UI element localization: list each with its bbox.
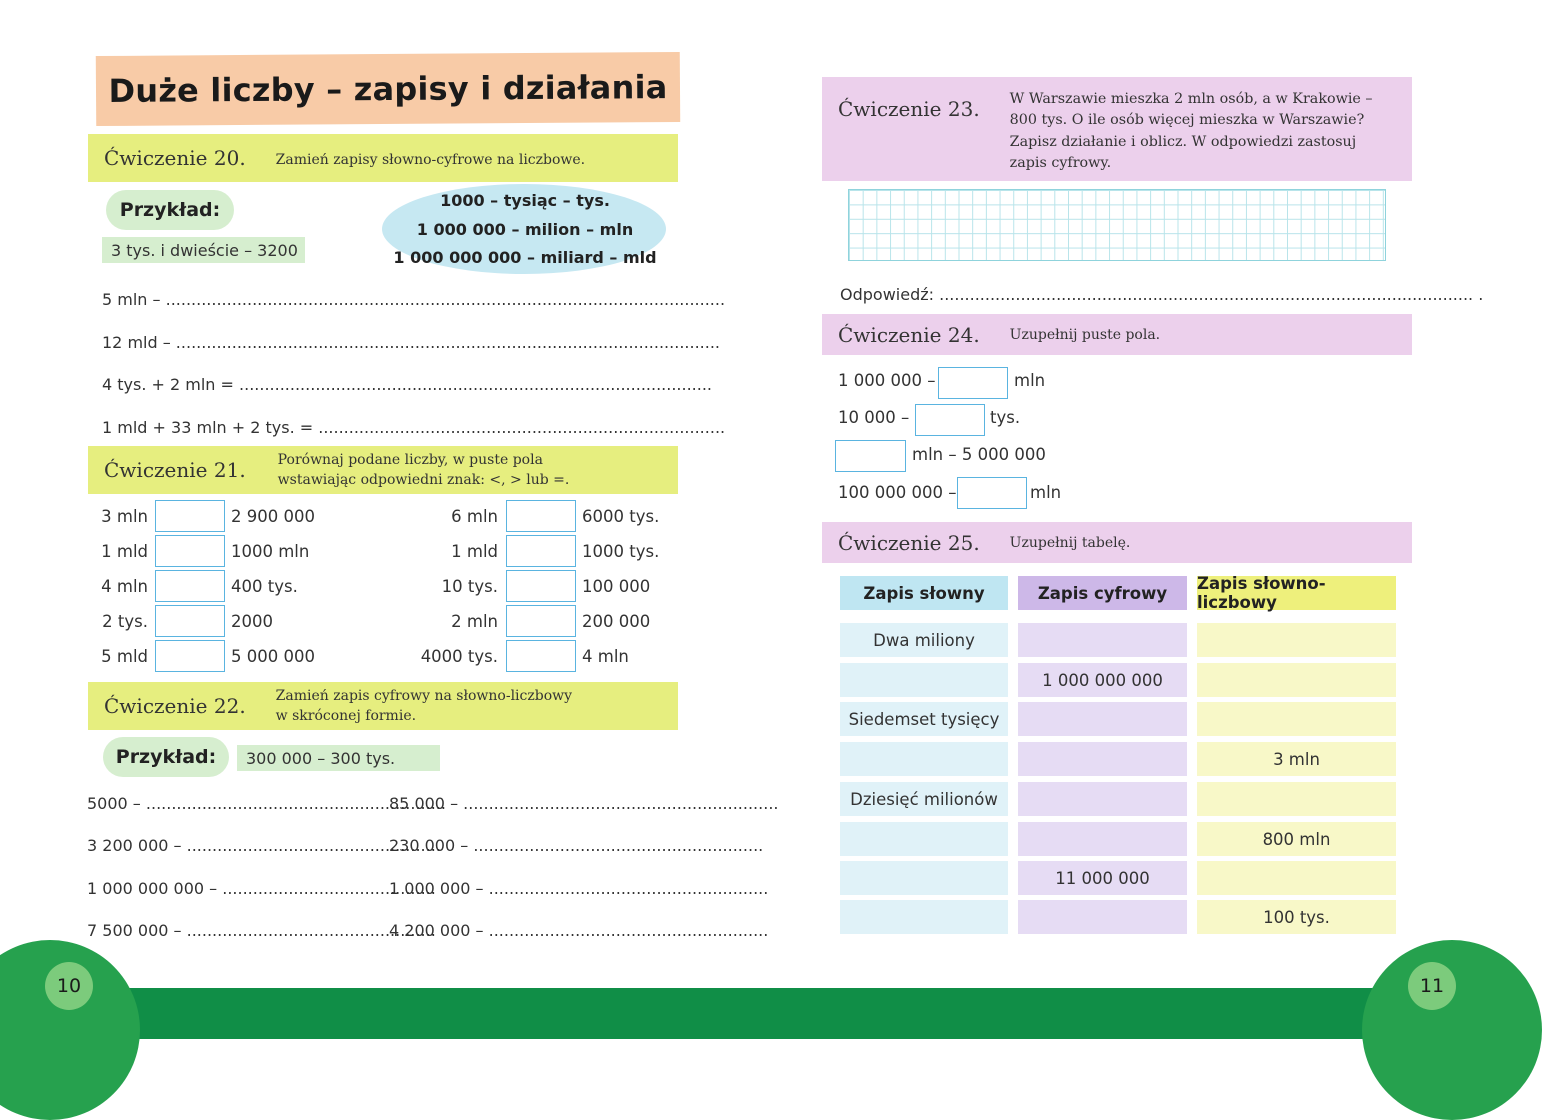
example-chip: 300 000 – 300 tys. [237, 745, 440, 771]
exercise-25-title: Ćwiczenie 25. [838, 530, 980, 555]
exercise-21-header [88, 446, 678, 494]
info-cloud-text [390, 191, 660, 267]
answer-line[interactable]: 7 500 000 – ................................................. [87, 921, 436, 940]
compare-value-b: 4 mln [582, 647, 629, 666]
exercise-20-instruction: Zamień zapisy słowno-cyfrowe na liczbowe. [275, 151, 586, 168]
compare-answer-box[interactable] [155, 500, 225, 532]
table-header-digit: Zapis cyfrowy [1018, 576, 1187, 610]
compare-answer-box[interactable] [155, 605, 225, 637]
fill-unit: mln [1014, 371, 1046, 390]
table-header-word: Zapis słowny [840, 576, 1008, 610]
compare-answer-box[interactable] [155, 640, 225, 672]
table-cell[interactable] [1197, 782, 1396, 816]
compare-value-b: 6000 tys. [582, 507, 660, 526]
table-cell[interactable] [1197, 861, 1396, 895]
compare-answer-box[interactable] [506, 605, 576, 637]
table-cell[interactable]: Siedemset tysięcy [840, 702, 1008, 736]
fill-unit: tys. [990, 408, 1021, 427]
table-cell[interactable] [1018, 822, 1187, 856]
table-cell[interactable] [840, 861, 1008, 895]
page-title-banner [96, 52, 680, 126]
answer-line[interactable]: 230 000 – ......................................................... [389, 836, 764, 855]
exercise-22-instruction: Zamień zapis cyfrowy na słowno-liczbowy w skróconej formie. [275, 687, 573, 724]
exercise-24-header [822, 314, 1412, 355]
table-cell[interactable]: 100 tys. [1197, 900, 1396, 934]
fill-answer-box[interactable] [938, 367, 1008, 399]
footer-corner-right [1362, 940, 1542, 1120]
table-cell[interactable] [840, 742, 1008, 776]
fill-answer-box[interactable] [915, 404, 985, 436]
answer-line[interactable]: 4 200 000 – ....................................................... [389, 921, 769, 940]
answer-line[interactable]: 3 200 000 – .................................................. [87, 836, 441, 855]
answer-line[interactable]: 1 mld + 33 mln + 2 tys. = ................................................................................ [102, 418, 726, 437]
exercise-25-header [822, 522, 1412, 563]
compare-value-a: 2 mln [451, 612, 498, 631]
table-cell[interactable]: 800 mln [1197, 822, 1396, 856]
exercise-25-instruction: Uzupełnij tabelę. [1009, 535, 1131, 552]
exercise-24-title: Ćwiczenie 24. [838, 322, 980, 347]
table-cell[interactable] [1018, 702, 1187, 736]
compare-value-a: 6 mln [451, 507, 498, 526]
exercise-23-header [822, 77, 1412, 181]
exercise-24-instruction: Uzupełnij puste pola. [1009, 327, 1161, 344]
page-number-left: 10 [45, 962, 93, 1010]
page-number-right: 11 [1408, 962, 1456, 1010]
answer-line[interactable]: 1 000 000 000 – .......................................... [87, 879, 436, 898]
answer-line[interactable]: 5 mln – .............................................................................................................. [102, 290, 726, 309]
exercise-20-title: Ćwiczenie 20. [104, 146, 246, 170]
table-cell[interactable]: Dwa miliony [840, 623, 1008, 657]
answer-line[interactable]: Odpowiedź: ......................................................................................................... . [840, 285, 1484, 304]
info-line: 1 000 000 – milion – mln [416, 219, 634, 239]
example-chip: 3 tys. i dwieście – 3200 [102, 237, 305, 263]
answer-line[interactable]: 1 000 000 – ....................................................... [389, 879, 769, 898]
answer-line[interactable]: 12 mld – ........................................................................................................... [102, 333, 720, 352]
answer-line[interactable]: 85 000 – .............................................................. [389, 794, 779, 813]
compare-answer-box[interactable] [155, 535, 225, 567]
exercise-22-title: Ćwiczenie 22. [104, 694, 246, 718]
compare-value-b: 200 000 [582, 612, 651, 631]
page-title: Duże liczby – zapisy i działania [108, 68, 668, 110]
compare-value-b: 100 000 [582, 577, 651, 596]
compare-value-a: 1 mld [101, 542, 148, 561]
compare-answer-box[interactable] [506, 570, 576, 602]
compare-value-b: 400 tys. [231, 577, 298, 596]
table-cell[interactable] [1018, 623, 1187, 657]
compare-value-b: 2000 [231, 612, 273, 631]
table-cell[interactable] [1197, 702, 1396, 736]
answer-line[interactable]: 5000 – ........................................................... [87, 794, 446, 813]
footer-bar [0, 988, 1500, 1039]
compare-value-a: 1 mld [451, 542, 498, 561]
table-cell[interactable] [840, 663, 1008, 697]
table-cell[interactable]: 11 000 000 [1018, 861, 1187, 895]
fill-answer-box[interactable] [957, 477, 1027, 509]
compare-answer-box[interactable] [506, 500, 576, 532]
compare-value-b: 1000 mln [231, 542, 310, 561]
compare-answer-box[interactable] [506, 640, 576, 672]
table-cell[interactable] [1197, 663, 1396, 697]
compare-value-a: 10 tys. [441, 577, 498, 596]
answer-line[interactable]: 4 tys. + 2 mln = ............................................................................................. [102, 375, 713, 394]
exercise-22-header [88, 682, 678, 730]
table-cell[interactable] [1018, 900, 1187, 934]
table-cell[interactable] [840, 900, 1008, 934]
compare-value-a: 5 mld [101, 647, 148, 666]
table-header-mixed: Zapis słowno-liczbowy [1197, 576, 1396, 610]
fill-label: 100 000 000 – [838, 483, 957, 502]
compare-value-b: 2 900 000 [231, 507, 315, 526]
exercise-21-instruction: Porównaj podane liczby, w puste pola wstawiając odpowiedni znak: <, > lub =. [277, 451, 570, 488]
exercise-20-header [88, 134, 678, 182]
info-line: 1000 – tysiąc – tys. [440, 191, 610, 210]
compare-value-a: 2 tys. [102, 612, 148, 631]
table-cell[interactable] [1018, 742, 1187, 776]
example-label: Przykład: [103, 737, 229, 777]
compare-answer-box[interactable] [155, 570, 225, 602]
table-cell[interactable] [1197, 623, 1396, 657]
table-cell[interactable] [840, 822, 1008, 856]
fill-label: 10 000 – [838, 408, 910, 427]
calculation-grid[interactable] [848, 189, 1386, 261]
compare-value-a: 4000 tys. [420, 647, 498, 666]
exercise-21-title: Ćwiczenie 21. [104, 458, 246, 482]
table-cell[interactable] [1018, 782, 1187, 816]
fill-answer-box[interactable] [835, 440, 906, 472]
table-cell[interactable]: 1 000 000 000 [1018, 663, 1187, 697]
fill-unit: mln – 5 000 000 [912, 445, 1046, 464]
compare-value-a: 4 mln [101, 577, 148, 596]
exercise-23-title: Ćwiczenie 23. [838, 97, 980, 121]
fill-label: 1 000 000 – [838, 371, 936, 390]
example-label: Przykład: [106, 190, 234, 230]
info-line: 1 000 000 000 – miliard – mld [393, 248, 657, 267]
compare-answer-box[interactable] [506, 535, 576, 567]
fill-unit: mln [1030, 483, 1062, 502]
table-cell[interactable]: Dziesięć milionów [840, 782, 1008, 816]
compare-value-a: 3 mln [101, 507, 148, 526]
table-cell[interactable]: 3 mln [1197, 742, 1396, 776]
compare-value-b: 5 000 000 [231, 647, 315, 666]
compare-value-b: 1000 tys. [582, 542, 660, 561]
exercise-23-instruction: W Warszawie mieszka 2 mln osób, a w Krakowie – 800 tys. O ile osób więcej mieszka w Warszawie? Zapisz działanie i oblicz. W odpowiedzi zastosuj zapis cyfrowy. [1009, 91, 1373, 172]
